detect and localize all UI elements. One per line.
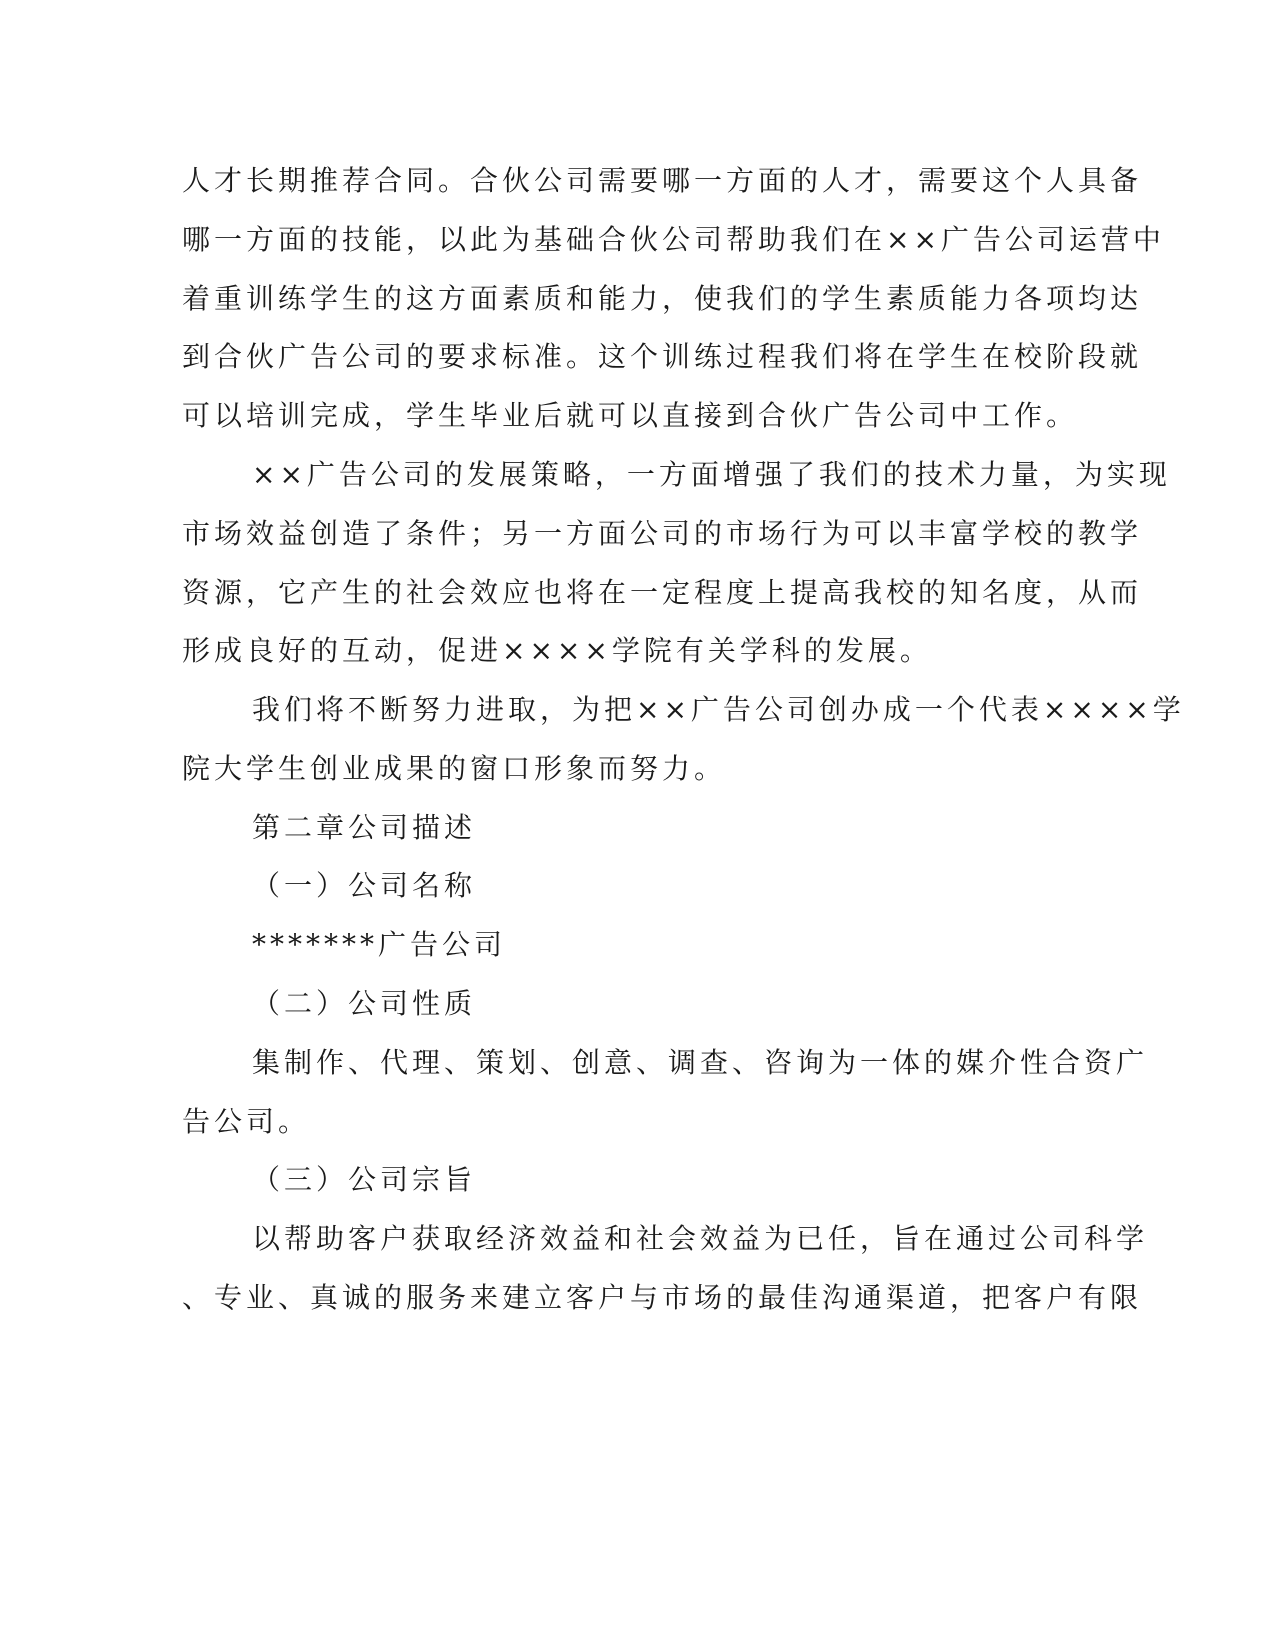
paragraph-line: 、专业、真诚的服务来建立客户与市场的最佳沟通渠道，把客户有限 <box>182 1281 1143 1314</box>
paragraph-line: 哪一方面的技能，以此为基础合伙公司帮助我们在××广告公司运营中 <box>182 223 1165 256</box>
chapter-heading: 第二章公司描述 <box>252 811 477 844</box>
section-heading: （一）公司名称 <box>252 869 477 902</box>
paragraph-line: 着重训练学生的这方面素质和能力，使我们的学生素质能力各项均达 <box>182 282 1143 315</box>
paragraph-line: 我们将不断努力进取，为把××广告公司创办成一个代表××××学 <box>252 693 1185 726</box>
paragraph-line: 告公司。 <box>182 1105 311 1138</box>
paragraph-line: 以帮助客户获取经济效益和社会效益为已任，旨在通过公司科学 <box>252 1222 1149 1255</box>
paragraph-line: 院大学生创业成果的窗口形象而努力。 <box>182 752 727 785</box>
paragraph-line: 到合伙广告公司的要求标准。这个训练过程我们将在学生在校阶段就 <box>182 340 1143 373</box>
paragraph-line: 形成良好的互动，促进××××学院有关学科的发展。 <box>182 634 932 667</box>
paragraph-line: *******广告公司 <box>252 928 507 961</box>
section-heading: （三）公司宗旨 <box>252 1163 477 1196</box>
paragraph-line: 市场效益创造了条件；另一方面公司的市场行为可以丰富学校的教学 <box>182 517 1143 550</box>
paragraph-line: 集制作、代理、策划、创意、调查、咨询为一体的媒介性合资广 <box>252 1046 1149 1079</box>
paragraph-line: 人才长期推荐合同。合伙公司需要哪一方面的人才，需要这个人具备 <box>182 164 1143 197</box>
paragraph-line: 可以培训完成，学生毕业后就可以直接到合伙广告公司中工作。 <box>182 399 1079 432</box>
section-heading: （二）公司性质 <box>252 987 477 1020</box>
paragraph-line: ××广告公司的发展策略，一方面增强了我们的技术力量，为实现 <box>252 458 1171 491</box>
paragraph-line: 资源，它产生的社会效应也将在一定程度上提高我校的知名度，从而 <box>182 576 1143 609</box>
